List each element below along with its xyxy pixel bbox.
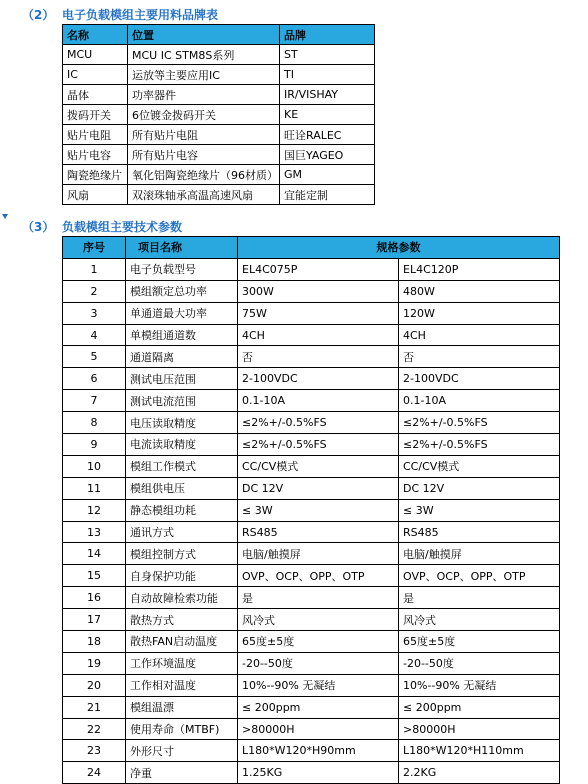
table-cell: 国巨YAGEO: [280, 145, 375, 165]
table-cell: CC/CV模式: [399, 455, 560, 477]
table-cell: 300W: [238, 280, 399, 302]
table-row: [63, 368, 560, 390]
table-cell: ≤ 3W: [238, 499, 399, 521]
table-cell: >80000H: [399, 718, 560, 740]
table-cell: 氧化铝陶瓷绝缘片（96材质）: [128, 165, 280, 185]
table-cell: TI: [280, 65, 375, 85]
section3-number: （3）: [22, 220, 55, 234]
table-cell: CC/CV模式: [238, 455, 399, 477]
table-row: [63, 762, 560, 784]
table-cell: 3: [63, 302, 126, 324]
table-cell: ≤2%+/-0.5%FS: [399, 412, 560, 434]
table-cell: 7: [63, 390, 126, 412]
table-cell: 19: [63, 652, 126, 674]
table-cell: 风冷式: [399, 609, 560, 631]
table-header-row: [63, 237, 560, 259]
table-row: [63, 674, 560, 696]
table-cell: 测试电压范围: [126, 368, 238, 390]
table-cell: 电流读取精度: [126, 434, 238, 456]
table-cell: 75W: [238, 302, 399, 324]
table-cell: 65度±5度: [238, 631, 399, 653]
table-cell: 净重: [126, 762, 238, 784]
table-cell: 散热方式: [126, 609, 238, 631]
table-cell: 2-100VDC: [399, 368, 560, 390]
table-cell: 是: [399, 587, 560, 609]
table-cell: 6位镀金拨码开关: [128, 105, 280, 125]
table-cell: ST: [280, 45, 375, 65]
table-cell: 4CH: [238, 324, 399, 346]
table-row: [63, 696, 560, 718]
table-cell: 65度±5度: [399, 631, 560, 653]
table-cell: 18: [63, 631, 126, 653]
table-cell: GM: [280, 165, 375, 185]
triangle-marker-icon: [2, 214, 8, 219]
table-cell: 拨码开关: [63, 105, 128, 125]
table-cell: OVP、OCP、OPP、OTP: [399, 565, 560, 587]
table-cell: 所有贴片电阻: [128, 125, 280, 145]
table-row: [63, 324, 560, 346]
table-row: [63, 631, 560, 653]
table-cell: 测试电流范围: [126, 390, 238, 412]
table-row: [63, 65, 375, 85]
table-cell: -20--50度: [399, 652, 560, 674]
table-cell: 模组温漂: [126, 696, 238, 718]
section2-title: 电子负载模组主要用料品牌表: [62, 8, 219, 22]
table-cell: 单模组通道数: [126, 324, 238, 346]
table-header-row: [63, 25, 375, 45]
table-cell: 静态模组功耗: [126, 499, 238, 521]
table-cell: MCU IC STM8S系列: [128, 45, 280, 65]
table-cell: 自身保护功能: [126, 565, 238, 587]
table-cell: 22: [63, 718, 126, 740]
table-cell: 4CH: [399, 324, 560, 346]
table-cell: KE: [280, 105, 375, 125]
table-cell: 散热FAN启动温度: [126, 631, 238, 653]
table-row: [63, 145, 375, 165]
table-cell: MCU: [63, 45, 128, 65]
table-cell: 电脑/触摸屏: [399, 543, 560, 565]
table-row: [63, 390, 560, 412]
table-cell: L180*W120*H110mm: [399, 740, 560, 762]
table-row: [63, 455, 560, 477]
table-cell: 工作环境温度: [126, 652, 238, 674]
table-cell: 双滚珠轴承高温高速风扇: [128, 185, 280, 205]
table-cell: 电脑/触摸屏: [238, 543, 399, 565]
table-row: [63, 280, 560, 302]
table-cell: 模组额定总功率: [126, 280, 238, 302]
table-cell: 单通道最大功率: [126, 302, 238, 324]
table-cell: 贴片电阻: [63, 125, 128, 145]
table-cell: 晶体: [63, 85, 128, 105]
table-cell: 工作相对温度: [126, 674, 238, 696]
table-cell: 模组工作模式: [126, 455, 238, 477]
table-cell: 使用寿命（MTBF): [126, 718, 238, 740]
table-row: [63, 258, 560, 280]
section3-heading: [22, 218, 183, 235]
table-row: [63, 165, 375, 185]
table-cell: 模组控制方式: [126, 543, 238, 565]
table-row: [63, 565, 560, 587]
table-cell: 外形尺寸: [126, 740, 238, 762]
table-row: [63, 740, 560, 762]
table-cell: 通道隔离: [126, 346, 238, 368]
table-cell: OVP、OCP、OPP、OTP: [238, 565, 399, 587]
table-cell: 2.2KG: [399, 762, 560, 784]
table-cell: 否: [238, 346, 399, 368]
table-cell: 模组供电压: [126, 477, 238, 499]
section2-number: （2）: [22, 8, 55, 22]
table-cell: 0.1-10A: [238, 390, 399, 412]
table-cell: ≤ 200ppm: [399, 696, 560, 718]
table-cell: 9: [63, 434, 126, 456]
table-cell: 风冷式: [238, 609, 399, 631]
table-cell: RS485: [238, 521, 399, 543]
table-cell: DC 12V: [399, 477, 560, 499]
table-row: [63, 543, 560, 565]
header-cell: 品牌: [280, 25, 375, 45]
table-cell: 所有贴片电容: [128, 145, 280, 165]
table-cell: 10%--90% 无凝结: [238, 674, 399, 696]
table-cell: 4: [63, 324, 126, 346]
table-cell: 6: [63, 368, 126, 390]
table-cell: ≤ 200ppm: [238, 696, 399, 718]
materials-brand-table: [62, 24, 375, 205]
table-cell: ≤2%+/-0.5%FS: [238, 412, 399, 434]
table-cell: 120W: [399, 302, 560, 324]
table-cell: 17: [63, 609, 126, 631]
table-row: [63, 105, 375, 125]
table-row: [63, 85, 375, 105]
table-cell: L180*W120*H90mm: [238, 740, 399, 762]
table-cell: 2: [63, 280, 126, 302]
table-cell: 功率器件: [128, 85, 280, 105]
table-row: [63, 45, 375, 65]
table-cell: 陶瓷绝缘片: [63, 165, 128, 185]
table-cell: 14: [63, 543, 126, 565]
header-cell: 名称: [63, 25, 128, 45]
table-cell: 2-100VDC: [238, 368, 399, 390]
section2-heading: [22, 6, 219, 23]
table-cell: 否: [399, 346, 560, 368]
table-row: [63, 477, 560, 499]
table-cell: 自动故障检索功能: [126, 587, 238, 609]
table-row: [63, 125, 375, 145]
table-cell: 13: [63, 521, 126, 543]
table-cell: EL4C120P: [399, 258, 560, 280]
table-cell: 0.1-10A: [399, 390, 560, 412]
table-cell: 23: [63, 740, 126, 762]
table-cell: 电子负载型号: [126, 258, 238, 280]
table-cell: >80000H: [238, 718, 399, 740]
table-row: [63, 652, 560, 674]
table-cell: 风扇: [63, 185, 128, 205]
table-cell: 16: [63, 587, 126, 609]
table-row: [63, 587, 560, 609]
section3-title: 负载模组主要技术参数: [62, 220, 183, 234]
table-row: [63, 609, 560, 631]
table-row: [63, 499, 560, 521]
table-cell: 10%--90% 无凝结: [399, 674, 560, 696]
table-cell: 宜能定制: [280, 185, 375, 205]
table-cell: ≤ 3W: [399, 499, 560, 521]
table-cell: 12: [63, 499, 126, 521]
table-cell: 1: [63, 258, 126, 280]
table-row: [63, 434, 560, 456]
table-cell: 运放等主要应用IC: [128, 65, 280, 85]
table-cell: 480W: [399, 280, 560, 302]
header-cell: 序号: [63, 237, 126, 259]
table-cell: 通讯方式: [126, 521, 238, 543]
table-cell: 贴片电容: [63, 145, 128, 165]
table-cell: 15: [63, 565, 126, 587]
table-cell: ≤2%+/-0.5%FS: [238, 434, 399, 456]
table-cell: 5: [63, 346, 126, 368]
table-cell: IC: [63, 65, 128, 85]
table-cell: 11: [63, 477, 126, 499]
table-cell: 是: [238, 587, 399, 609]
table-cell: 24: [63, 762, 126, 784]
table-cell: 8: [63, 412, 126, 434]
table-row: [63, 412, 560, 434]
table-cell: 1.25KG: [238, 762, 399, 784]
header-cell: 位置: [128, 25, 280, 45]
header-cell: 规格参数: [238, 237, 560, 259]
table-row: [63, 521, 560, 543]
table-cell: 21: [63, 696, 126, 718]
table-cell: RS485: [399, 521, 560, 543]
table-cell: IR/VISHAY: [280, 85, 375, 105]
table-cell: DC 12V: [238, 477, 399, 499]
table-cell: ≤2%+/-0.5%FS: [399, 434, 560, 456]
header-cell: 项目名称: [126, 237, 238, 259]
table-cell: 电压读取精度: [126, 412, 238, 434]
table-cell: -20--50度: [238, 652, 399, 674]
table-row: [63, 185, 375, 205]
table-row: [63, 718, 560, 740]
tech-params-table: [62, 236, 560, 784]
table-cell: EL4C075P: [238, 258, 399, 280]
table-row: [63, 346, 560, 368]
table-cell: 20: [63, 674, 126, 696]
table-cell: 旺诠RALEC: [280, 125, 375, 145]
table-cell: 10: [63, 455, 126, 477]
table-row: [63, 302, 560, 324]
